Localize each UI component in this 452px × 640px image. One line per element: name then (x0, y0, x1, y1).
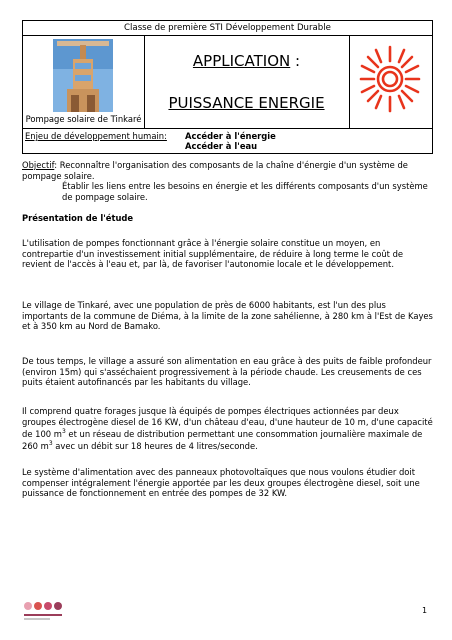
objectif-line2 (22, 181, 434, 202)
paragraph-intro: L'utilisation de pompes fonctionnant grâce à l'énergie solaire constitue un moyen, en contrepartie d'un investissement initial supplémentaire, de réduire à long terme le coût de revient de l'accès à l'eau et, par là, de favoriser l'autonomie locale et le développement. (22, 238, 404, 269)
forages-text-b: et un réseau de distribution permettant une consommation journalière maximale de 260 m (22, 428, 423, 452)
section-heading: Présentation de l'étude (22, 213, 134, 223)
page-subtitle: PUISSANCE ENERGIE (168, 94, 325, 112)
enjeu-value-water: Accéder à l'eau (185, 141, 258, 151)
school-logo (22, 600, 64, 624)
enjeu-label: Enjeu de développement humain: (25, 131, 167, 141)
objectif-text: : Reconnaître l'organisation des composants de la chaîne d'énergie d'un système de pompage solaire. (22, 160, 408, 181)
header-table (22, 20, 433, 154)
objectif-line1 (22, 160, 434, 181)
enjeu-value-energy: Accéder à l'énergie (185, 131, 276, 141)
title-cell (144, 36, 350, 128)
paragraph-forages (22, 406, 434, 452)
forages-text-c: avec un débit sur 18 heures de 4 litres/seconde. (52, 441, 258, 452)
page-number: 1 (422, 606, 428, 615)
page-title (144, 52, 349, 70)
objectif-text-2: Établir les liens entre les besoins en énergie et les différents composants d'un système de pompage solaire. (62, 181, 428, 202)
sun-logo-cell (349, 36, 432, 128)
objectif-block (22, 160, 434, 202)
paragraph-village: Le village de Tinkaré, avec une population de près de 6000 habitants, est l'un des plus importants de la commune de Diéma, à la limite de la zone sahélienne, à 280 km à l'Est de Kayes et à 350 km au Nord de Bamako. (22, 300, 433, 331)
objectif-label: Objectif (22, 160, 55, 170)
forages-sup-1: 3 (61, 428, 66, 435)
paragraph-system: Le système d'alimentation avec des panneaux photovoltaïques que nous voulons étudier doit compenser intégralement l'énergie apportée par les deux groupes électrogène diesel, soit une puissance de fonctionnement en entrée des pompes de 32 KW. (22, 467, 420, 498)
enjeu-row (23, 129, 432, 153)
class-line: Classe de première STI Développement Durable (23, 21, 432, 36)
title-colon: : (290, 52, 301, 70)
solar-pump-photo (53, 39, 113, 112)
forages-sup-2: 3 (48, 440, 53, 448)
photo-caption: Pompage solaire de Tinkaré (25, 114, 142, 124)
sun-icon (359, 44, 421, 114)
header-main-row (23, 36, 432, 129)
photo-cell (23, 36, 145, 128)
paragraph-history: De tous temps, le village a assuré son alimentation en eau grâce à des puits de faible profondeur (environ 15m) qui s'asséchaient progressivement à la période chaude. Les creusements de ces puits étaient autofinancés par les habitants du village. (22, 356, 432, 387)
title-word: APPLICATION (192, 52, 291, 70)
forages-text-a: Il comprend quatre forages jusque là équipés de pompes électriques actionnées par deux groupes électrogène diesel de 16 KW, d'un château d'eau, d'une hauteur de 10 m, d'une capacité de 100 m (22, 406, 433, 439)
